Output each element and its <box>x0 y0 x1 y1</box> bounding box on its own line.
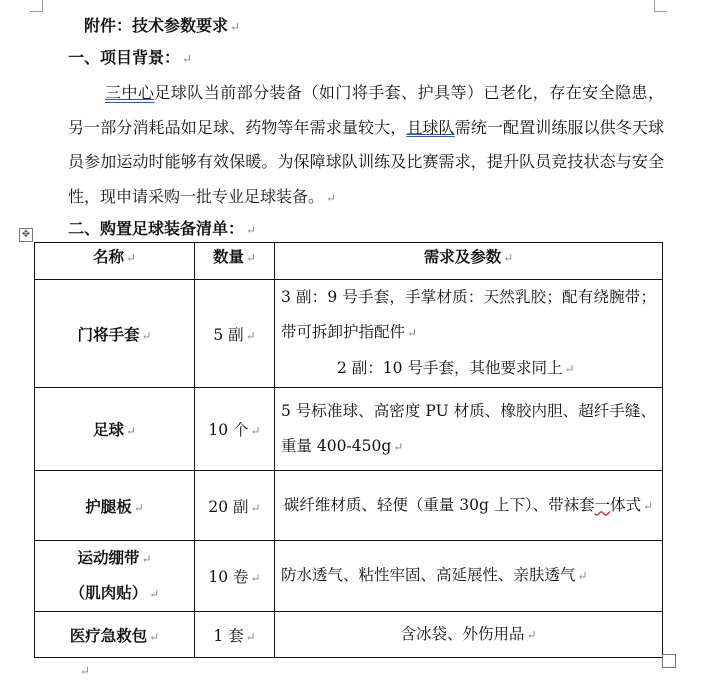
table-row <box>35 612 663 658</box>
spec-line: 2 副：10 号手套，其他要求同上 ↵ <box>337 359 575 377</box>
header-quantity: 数量 ↵ <box>195 243 275 280</box>
cell-quantity: 5 副 ↵ <box>195 280 275 388</box>
paragraph-mark: ↵ <box>80 664 91 678</box>
spec-line: 含冰袋、外伤用品 ↵ <box>400 624 537 643</box>
doc-title: 附件：技术参数要求 ↵ <box>84 16 241 35</box>
spelling-flag: 一 <box>594 495 611 514</box>
spec-line: 防水透气、粘性牢固、高延展性、亲肤透气 ↵ <box>281 566 588 584</box>
header-name: 名称 ↵ <box>35 243 195 280</box>
cell-spec <box>275 280 663 388</box>
paragraph-mark: ↵ <box>182 52 193 66</box>
cell-quantity: 10 卷 ↵ <box>195 541 275 612</box>
paragraph-mark: ↵ <box>230 20 241 34</box>
spec-line: 3 副：9 号手套，手掌材质：天然乳胶；配有绕腕带；带可拆卸护指配件 ↵ <box>281 288 656 341</box>
section1-heading: 一、项目背景： ↵ <box>68 48 193 67</box>
equipment-table <box>34 242 663 658</box>
cell-quantity: 1 套 ↵ <box>195 612 275 658</box>
underlined-term: 且球队 <box>406 117 455 137</box>
section2-heading: 二、购置足球装备清单： ↵ <box>68 219 257 238</box>
table-row <box>35 541 663 612</box>
page-corner-mark-left <box>30 0 43 12</box>
header-spec: 需求及参数 ↵ <box>275 243 663 280</box>
cell-spec <box>275 388 663 471</box>
table-resize-handle[interactable] <box>662 654 676 668</box>
cell-name: 运动绷带 ↵ （肌肉贴） ↵ <box>35 541 195 612</box>
paragraph-mark: ↵ <box>246 223 257 237</box>
table-move-handle-icon[interactable]: ✥ <box>19 228 33 242</box>
cell-spec <box>275 541 663 612</box>
cell-spec <box>275 612 663 658</box>
paragraph-mark: ↵ <box>326 190 337 205</box>
spec-line: 碳纤维材质、轻便（重量 30g 上下）、带袜套一体式 ↵ <box>283 495 654 514</box>
cell-name: 医疗急救包 ↵ <box>35 612 195 658</box>
underlined-term: 三中心 <box>105 83 155 102</box>
background-paragraph: 三中心足球队当前部分装备（如门将手套、护具等）已老化，存在安全隐患，另一部分消耗品如足球、药物等年需求量较大，且球队需统一配置训练服以供冬天球员参加运动时能够有效保暖。为保障球队训练及比赛需求，提升队员竞技状态与安全性，现申请采购一批专业足球装备。 ↵ <box>68 83 664 206</box>
cell-name: 护腿板 ↵ <box>35 471 195 541</box>
cell-quantity: 10 个 ↵ <box>195 388 275 471</box>
table-row <box>35 388 663 471</box>
page-corner-mark-right <box>654 0 667 12</box>
table-header-row <box>35 243 663 280</box>
table-row <box>35 280 663 388</box>
cell-name: 门将手套 ↵ <box>35 280 195 388</box>
cell-spec <box>275 471 663 541</box>
cell-quantity: 20 副 ↵ <box>195 471 275 541</box>
cell-name: 足球 ↵ <box>35 388 195 471</box>
spec-line: 5 号标准球、高密度 PU 材质、橡胶内胆、超纤手缝、重量 400-450g ↵ <box>281 401 656 455</box>
table-row <box>35 471 663 541</box>
